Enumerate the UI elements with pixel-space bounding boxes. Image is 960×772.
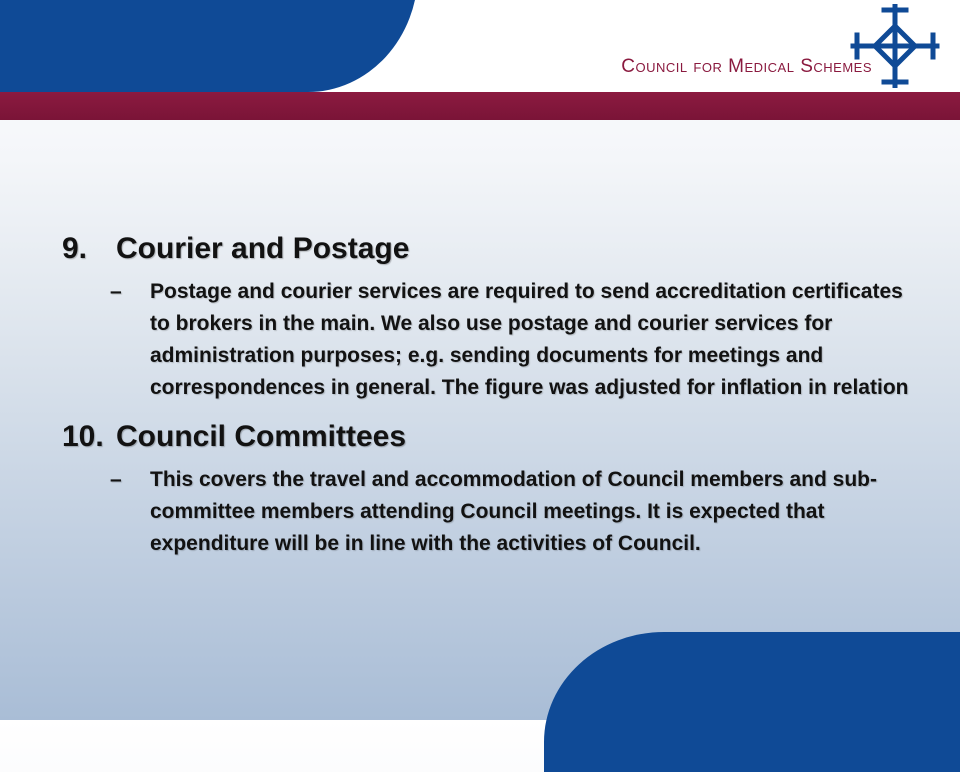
bullet-dash: – [110,468,122,491]
header-decoration [0,0,418,92]
section-heading [62,420,922,454]
header-strip [0,92,960,120]
section-number: 9. [62,232,88,265]
section-bullet [62,464,922,560]
section-title: Courier and Postage [116,232,410,265]
organization-name: Council for Medical Schemes [621,56,872,77]
bullet-text: Postage and courier services are required to send accreditation certificates to brokers in the main. We also use postage and courier services for administration purposes; e.g. sending documents for meetings and correspondences in general. The figure was adjusted for inflation in relation [150,280,909,399]
organization-logo-icon [850,4,940,88]
slide-content [62,232,922,560]
bullet-text: This covers the travel and accommodation of Council members and sub-committee members attending Council meetings. It is expected that expenditure will be in line with the activities of Council. [150,468,877,555]
section-number: 10. [62,420,104,453]
bullet-dash: – [110,280,122,303]
section-council-committees [62,420,922,560]
section-courier-postage [62,232,922,404]
footer-decoration [544,632,960,772]
section-title: Council Committees [116,420,407,453]
section-heading [62,232,922,266]
section-bullet [62,276,922,404]
